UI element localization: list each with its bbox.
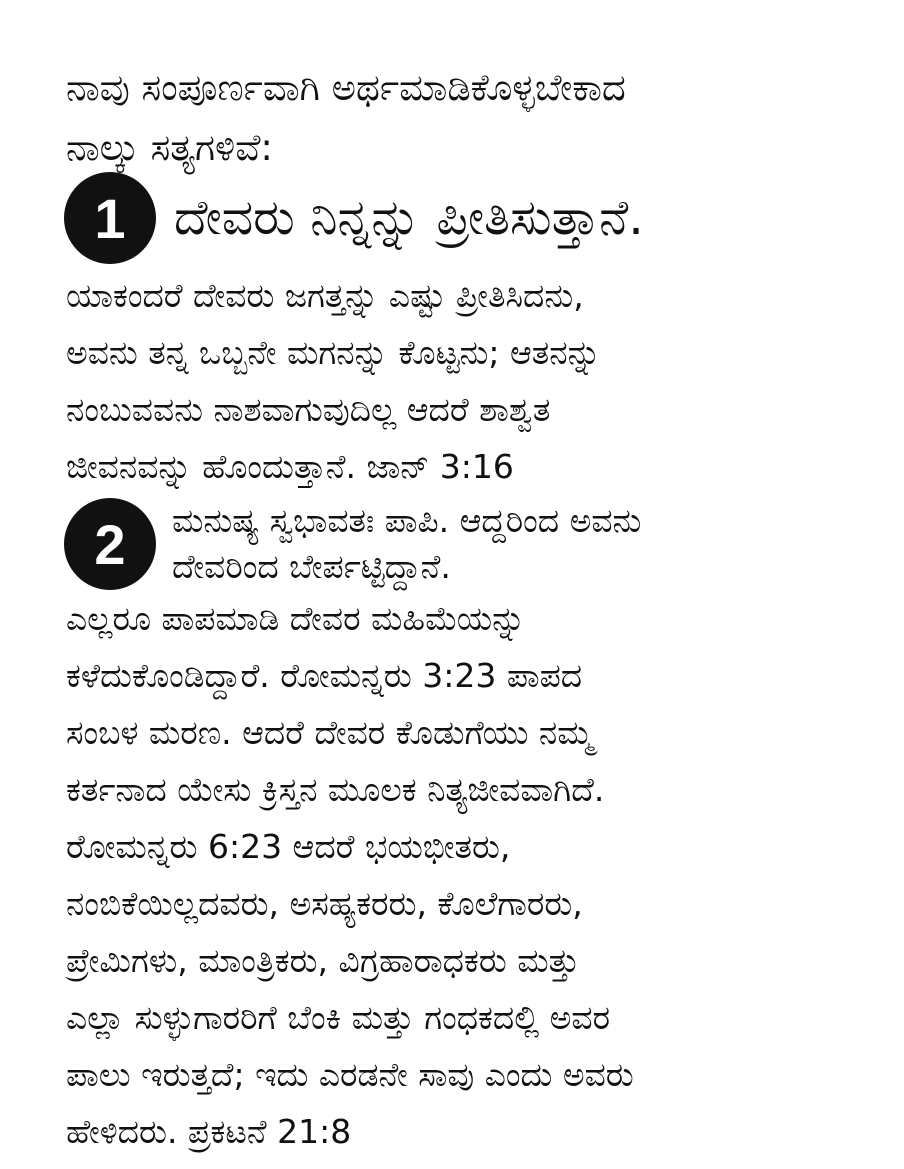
body-line: ಹೇಳಿದರು. ಪ್ರಕಟನೆ 21:8: [66, 1112, 352, 1151]
point-2-header: [64, 498, 641, 590]
intro-line: ನಾವು ಸಂಪೂರ್ಣವಾಗಿ ಅರ್ಥಮಾಡಿಕೊಳ್ಳಬೇಕಾದ: [66, 66, 626, 109]
body-line: ಪ್ರೇಮಿಗಳು, ಮಾಂತ್ರಿಕರು, ವಿಗ್ರಹಾರಾಧಕರು ಮತ್ತು: [66, 941, 580, 980]
point-1-body: [66, 267, 866, 495]
number-badge-2: 2: [64, 498, 156, 590]
body-line: ಎಲ್ಲಾ ಸುಳ್ಳುಗಾರರಿಗೆ ಬೆಂಕಿ ಮತ್ತು ಗಂಧಕದಲ್ಲಿ ಅವರ: [66, 998, 611, 1037]
heading-line: ದೇವರಿಂದ ಬೇರ್ಪಟ್ಟಿದ್ದಾನೆ.: [172, 547, 451, 586]
body-line: ಸಂಬಳ ಮರಣ. ಆದರೆ ದೇವರ ಕೊಡುಗೆಯು ನಮ್ಮ: [66, 713, 594, 752]
body-line: ಅವನು ತನ್ನ ಒಬ್ಬನೇ ಮಗನನ್ನು ಕೊಟ್ಟನು; ಆತನನ್ನು: [66, 333, 601, 372]
body-line: ಪಾಲು ಇರುತ್ತದೆ; ಇದು ಎರಡನೇ ಸಾವು ಎಂದು ಅವರು: [66, 1055, 634, 1094]
body-line: ಜೀವನವನ್ನು ಹೊಂದುತ್ತಾನೆ. ಜಾನ್ 3:16: [66, 447, 514, 486]
point-2-body: [66, 590, 866, 1160]
point-1-header: [64, 172, 644, 264]
point-2-heading: [172, 498, 641, 590]
body-line: ಕರ್ತನಾದ ಯೇಸು ಕ್ರಿಸ್ತನ ಮೂಲಕ ನಿತ್ಯಜೀವವಾಗಿದೆ.: [66, 770, 605, 809]
number-badge-1: 1: [64, 172, 156, 264]
intro-line: ನಾಲ್ಕು ಸತ್ಯಗಳಿವೆ:: [66, 126, 273, 169]
intro-paragraph: [66, 58, 856, 178]
body-line: ನಂಬುವವನು ನಾಶವಾಗುವುದಿಲ್ಲ ಆದರೆ ಶಾಶ್ವತ: [66, 390, 551, 429]
heading-line: ಮನುಷ್ಯ ಸ್ವಭಾವತಃ ಪಾಪಿ. ಆದ್ದರಿಂದ ಅವನು: [172, 501, 642, 540]
body-line: ಕಳೆದುಕೊಂಡಿದ್ದಾರೆ. ರೋಮನ್ನರು 3:23 ಪಾಪದ: [66, 656, 583, 695]
body-line: ನಂಬಿಕೆಯಿಲ್ಲದವರು, ಅಸಹ್ಯಕರರು, ಕೊಲೆಗಾರರು,: [66, 884, 583, 923]
body-line: ಎಲ್ಲರೂ ಪಾಪಮಾಡಿ ದೇವರ ಮಹಿಮೆಯನ್ನು: [66, 599, 526, 638]
point-1-heading: ದೇವರು ನಿನ್ನನ್ನು ಪ್ರೀತಿಸುತ್ತಾನೆ.: [174, 189, 644, 246]
body-line: ರೋಮನ್ನರು 6:23 ಆದರೆ ಭಯಭೀತರು,: [66, 827, 511, 866]
body-line: ಯಾಕಂದರೆ ದೇವರು ಜಗತ್ತನ್ನು ಎಷ್ಟು ಪ್ರೀತಿಸಿದನು,: [66, 276, 584, 315]
